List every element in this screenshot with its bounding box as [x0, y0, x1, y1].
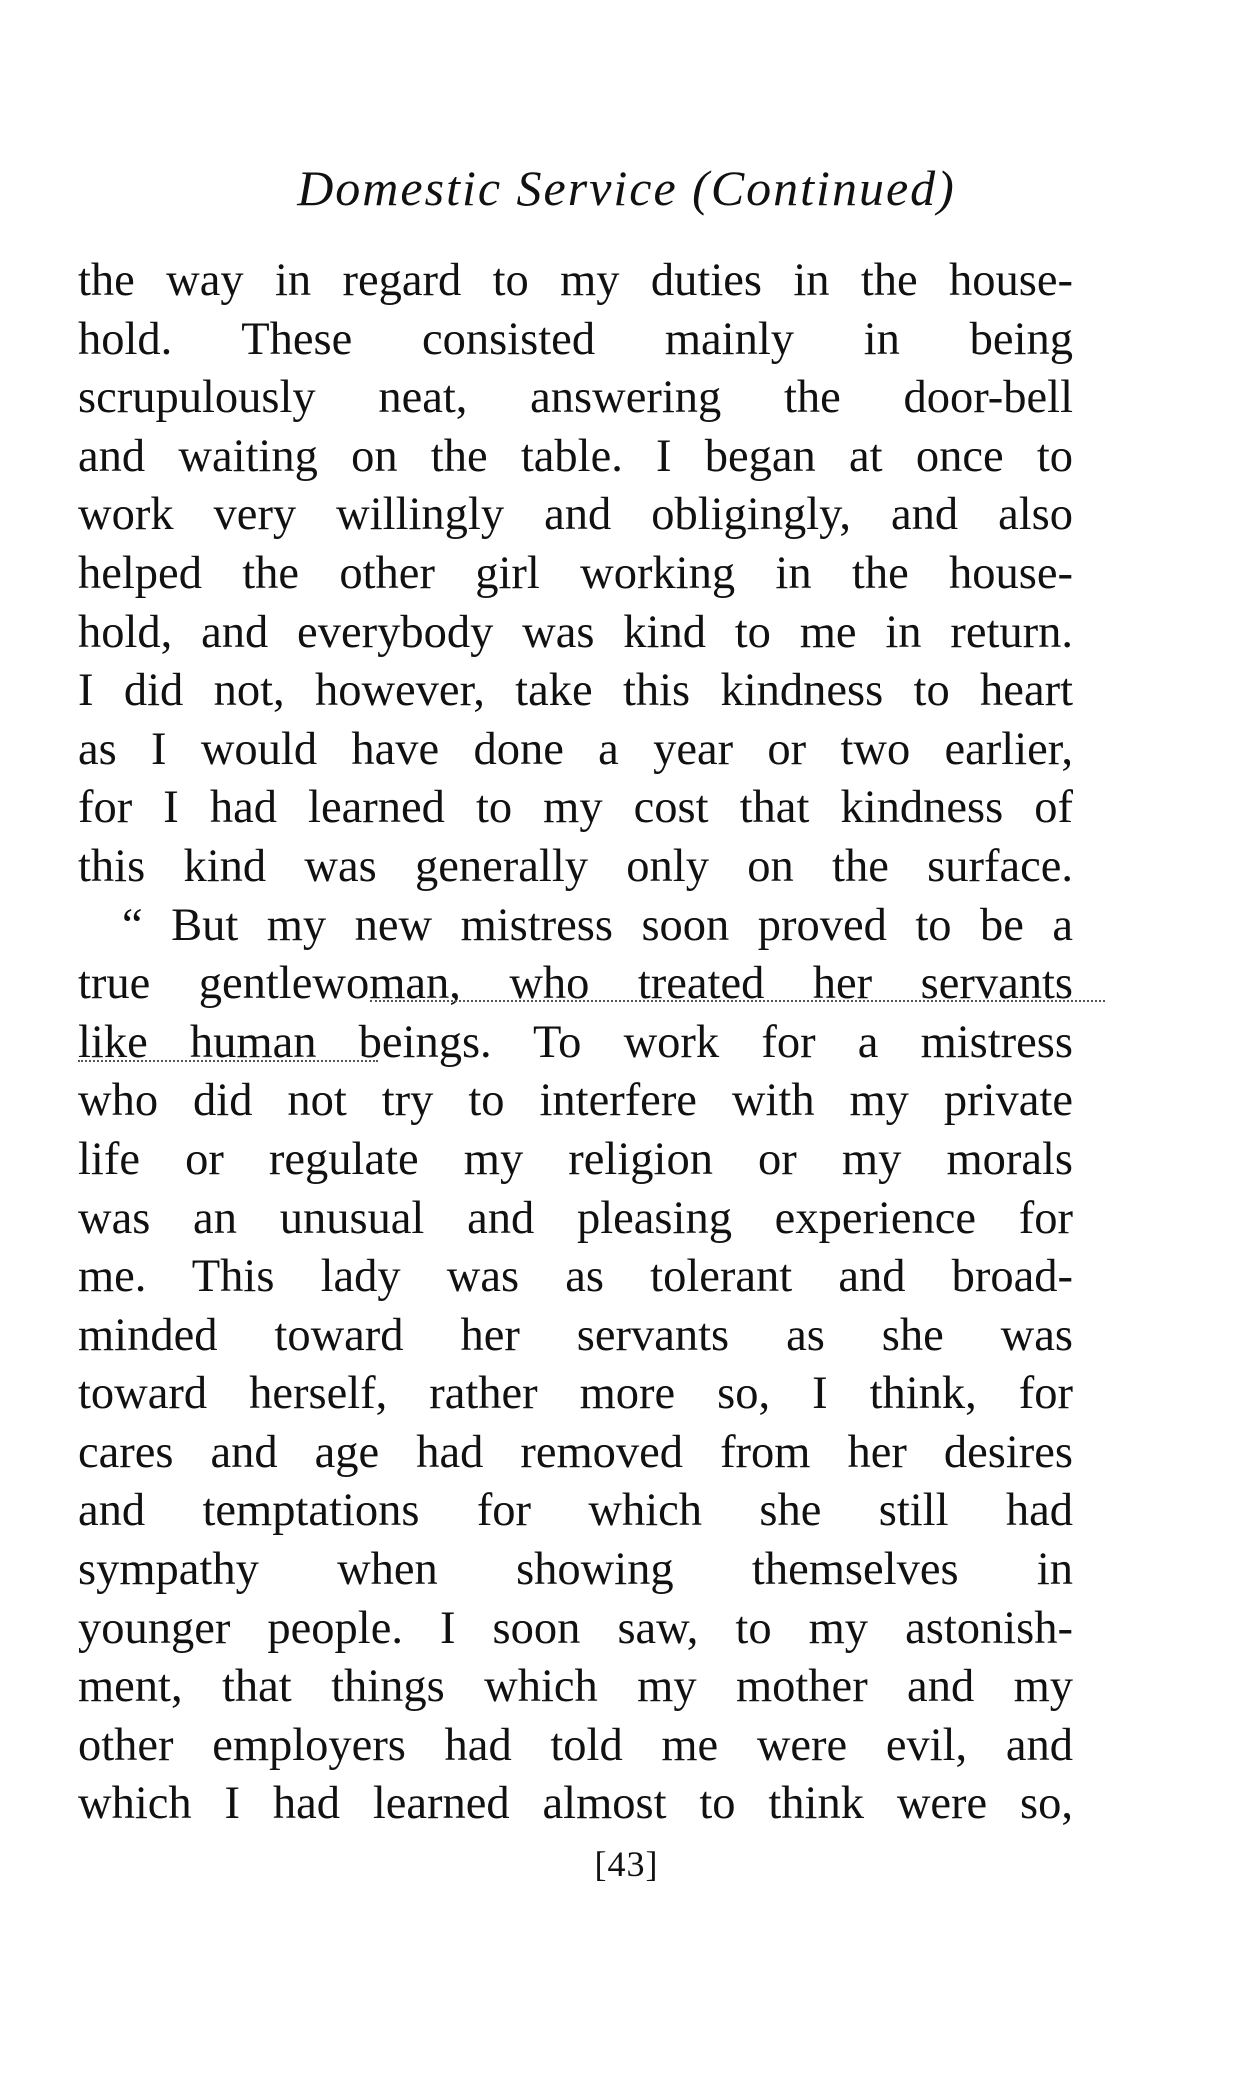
text-line: true gentlewoman, who treated her servants — [78, 958, 1073, 1010]
text-line: me. This lady was as tolerant and broad- — [78, 1251, 1073, 1303]
text-line: which I had learned almost to think were so, — [78, 1778, 1073, 1830]
text-line: and waiting on the table. I began at once to — [78, 430, 1073, 482]
pencil-underline-mark — [78, 1060, 378, 1062]
text-line: minded toward her servants as she was — [78, 1309, 1073, 1361]
paragraph-start-line: “ But my new mistress soon proved to be a — [122, 899, 1073, 951]
text-line: ment, that things which my mother and my — [78, 1661, 1073, 1713]
text-line: life or regulate my religion or my morals — [78, 1133, 1073, 1185]
text-line: and temptations for which she still had — [78, 1485, 1073, 1537]
text-line: for I had learned to my cost that kindness of — [78, 782, 1073, 834]
text-line: the way in regard to my duties in the house- — [78, 255, 1073, 306]
text-line: toward herself, rather more so, I think, for — [78, 1368, 1073, 1420]
text-line: hold. These consisted mainly in being — [78, 313, 1073, 365]
text-line: work very willingly and obligingly, and also — [78, 489, 1073, 541]
body-text — [78, 252, 1073, 1834]
text-line: sympathy when showing themselves in — [78, 1544, 1073, 1596]
pencil-underline-mark — [370, 1000, 1105, 1002]
text-line: I did not, however, take this kindness to heart — [78, 665, 1073, 717]
text-line: younger people. I soon saw, to my astonish- — [78, 1602, 1073, 1654]
text-line: this kind was generally only on the surface. — [78, 840, 1073, 892]
page-number: [43] — [594, 1844, 659, 1884]
text-line: was an unusual and pleasing experience for — [78, 1192, 1073, 1244]
text-line: scrupulously neat, answering the door-bell — [78, 372, 1073, 424]
text-line: as I would have done a year or two earlier, — [78, 723, 1073, 775]
text-line: who did not try to interfere with my private — [78, 1075, 1073, 1127]
text-line: cares and age had removed from her desires — [78, 1426, 1073, 1478]
text-line: helped the other girl working in the house- — [78, 547, 1073, 599]
text-line: other employers had told me were evil, and — [78, 1719, 1073, 1771]
running-head: Domestic Service (Continued) — [297, 160, 956, 216]
text-line: hold, and everybody was kind to me in return. — [78, 606, 1073, 658]
text-line: like human beings. To work for a mistress — [78, 1016, 1073, 1068]
